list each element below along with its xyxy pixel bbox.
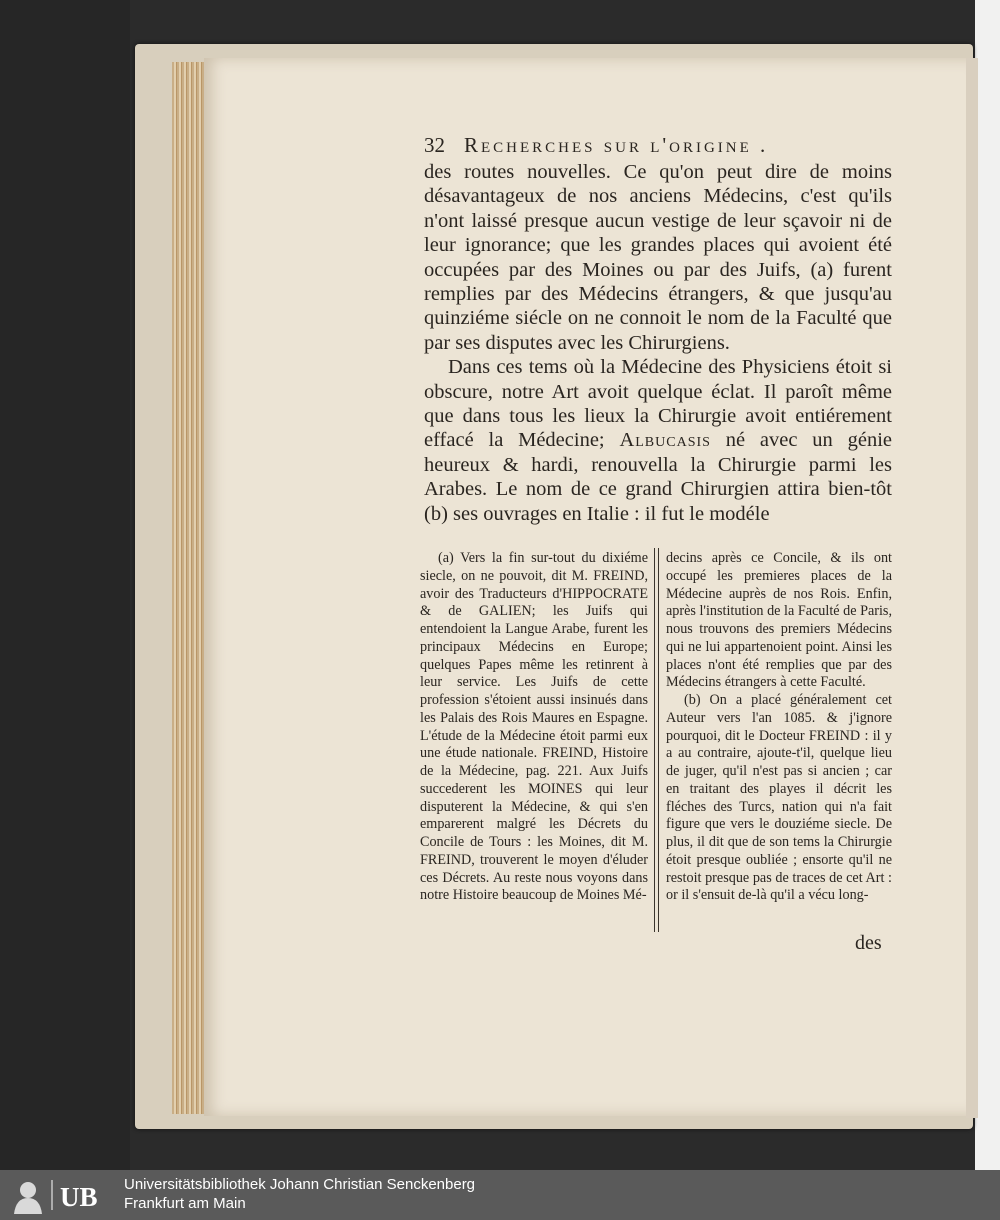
page-edges <box>172 62 204 1114</box>
library-city: Frankfurt am Main <box>124 1195 246 1212</box>
footnote-a: (a) Vers la fin sur-tout du dixiéme siecle, on ne pouvoit, dit M. FREIND, avoir des Traducteurs d'HIPPOCRATE & de GALIEN; les Juifs qui entendoient la Langue Arabe, furent les principaux Médecins en Europe; quelques Papes même les retinrent à leur service. Les Juifs de cette profession s'étoient aussi insinués dans les Palais des Rois Maures en Espagne. L'étude de la Médecine étoit parmi eux une étude nationale. FREIND, Histoire de la Médecine, pag. 221. Aux Juifs succederent les MOINES qui leur disputerent la Médecine, & qui s'en emparerent malgré les Décrets du Concile de Tours : les Moines, dit M. FREIND, trouverent le moyen d'éluder ces Décrets. Au reste nous voyons dans notre Histoire beaucoup de Moines Mé- <box>420 550 648 904</box>
right-background <box>975 0 1000 1170</box>
main-text <box>424 160 892 526</box>
footnote-a-continued: decins après ce Concile, & ils ont occupé les premieres places de la Médecine auprès de nos Rois. Enfin, après l'institution de la Faculté de Paris, nous trouvons des premiers Médecins qui ne lui appartenoient point. Ainsi les places n'ont été remplies que par des Médecins étrangers à cette Faculté. <box>666 550 892 691</box>
footnote-right-column <box>666 550 892 905</box>
paragraph-2-part-2: né avec un génie heureux & hardi, renouvella la Chirurgie parmi les Arabes. Le nom de ce grand Chirurgien attira bien-tôt (b) ses ouvrages en Italie : il fut le modéle <box>424 429 892 525</box>
footnote-left-column <box>420 550 648 905</box>
catchword: des <box>855 932 882 954</box>
left-background <box>0 0 130 1170</box>
footnote-b: (b) On a placé généralement cet Auteur vers l'an 1085. & j'ignore pourquoi, dit le Docteur FREIND : il y a au contraire, ajoute-t'il, quelque lieu de juger, qu'il n'est pas si ancien ; car en traitant des playes il décrit les fléches des Turcs, nation qui n'a fait figure que vers le douziéme siecle. De plus, il dit que de son tems la Chirurgie étoit presque oubliée ; ensorte qu'il ne restoit presque pas de traces de cet Art : or il s'ensuit de-là qu'il a vécu long- <box>666 692 892 904</box>
library-footer <box>0 1170 1000 1220</box>
ub-logo-icon <box>8 1176 118 1214</box>
footnote-column-rule-double <box>658 548 659 932</box>
paragraph-1: des routes nouvelles. Ce qu'on peut dire de moins désavantageux de nos anciens Médecins, c'est qu'ils n'ont laissé presque aucun vestige de leur sçavoir ni de leur ignorance; que les grandes places qui avoient été occupées par des Moines ou par des Juifs, (a) furent remplies par des Médecins étrangers, & que jusqu'au quinziéme siécle on ne connoit le nom de la Faculté que par ses disputes avec les Chirurgiens. <box>424 161 892 354</box>
library-name: Universitätsbibliothek Johann Christian Senckenberg <box>124 1176 476 1193</box>
paragraph-2 <box>424 355 892 526</box>
running-title: Recherches sur l'origine . <box>464 133 769 157</box>
page-header <box>424 133 894 159</box>
paragraph-2-part-1: Dans ces tems où la Médecine des Physiciens étoit si obscure, notre Art avoit quelque éclat. Il paroît même que dans tous les lieux la Chirurgie avoit entiérement effacé la Médecine; <box>424 356 892 452</box>
facing-page-edge <box>966 58 978 1118</box>
albucasis-name: Albucasis <box>619 429 711 452</box>
footnote-column-rule <box>654 548 655 932</box>
page-number: 32 <box>424 133 445 157</box>
logo-text: UB <box>60 1182 98 1212</box>
